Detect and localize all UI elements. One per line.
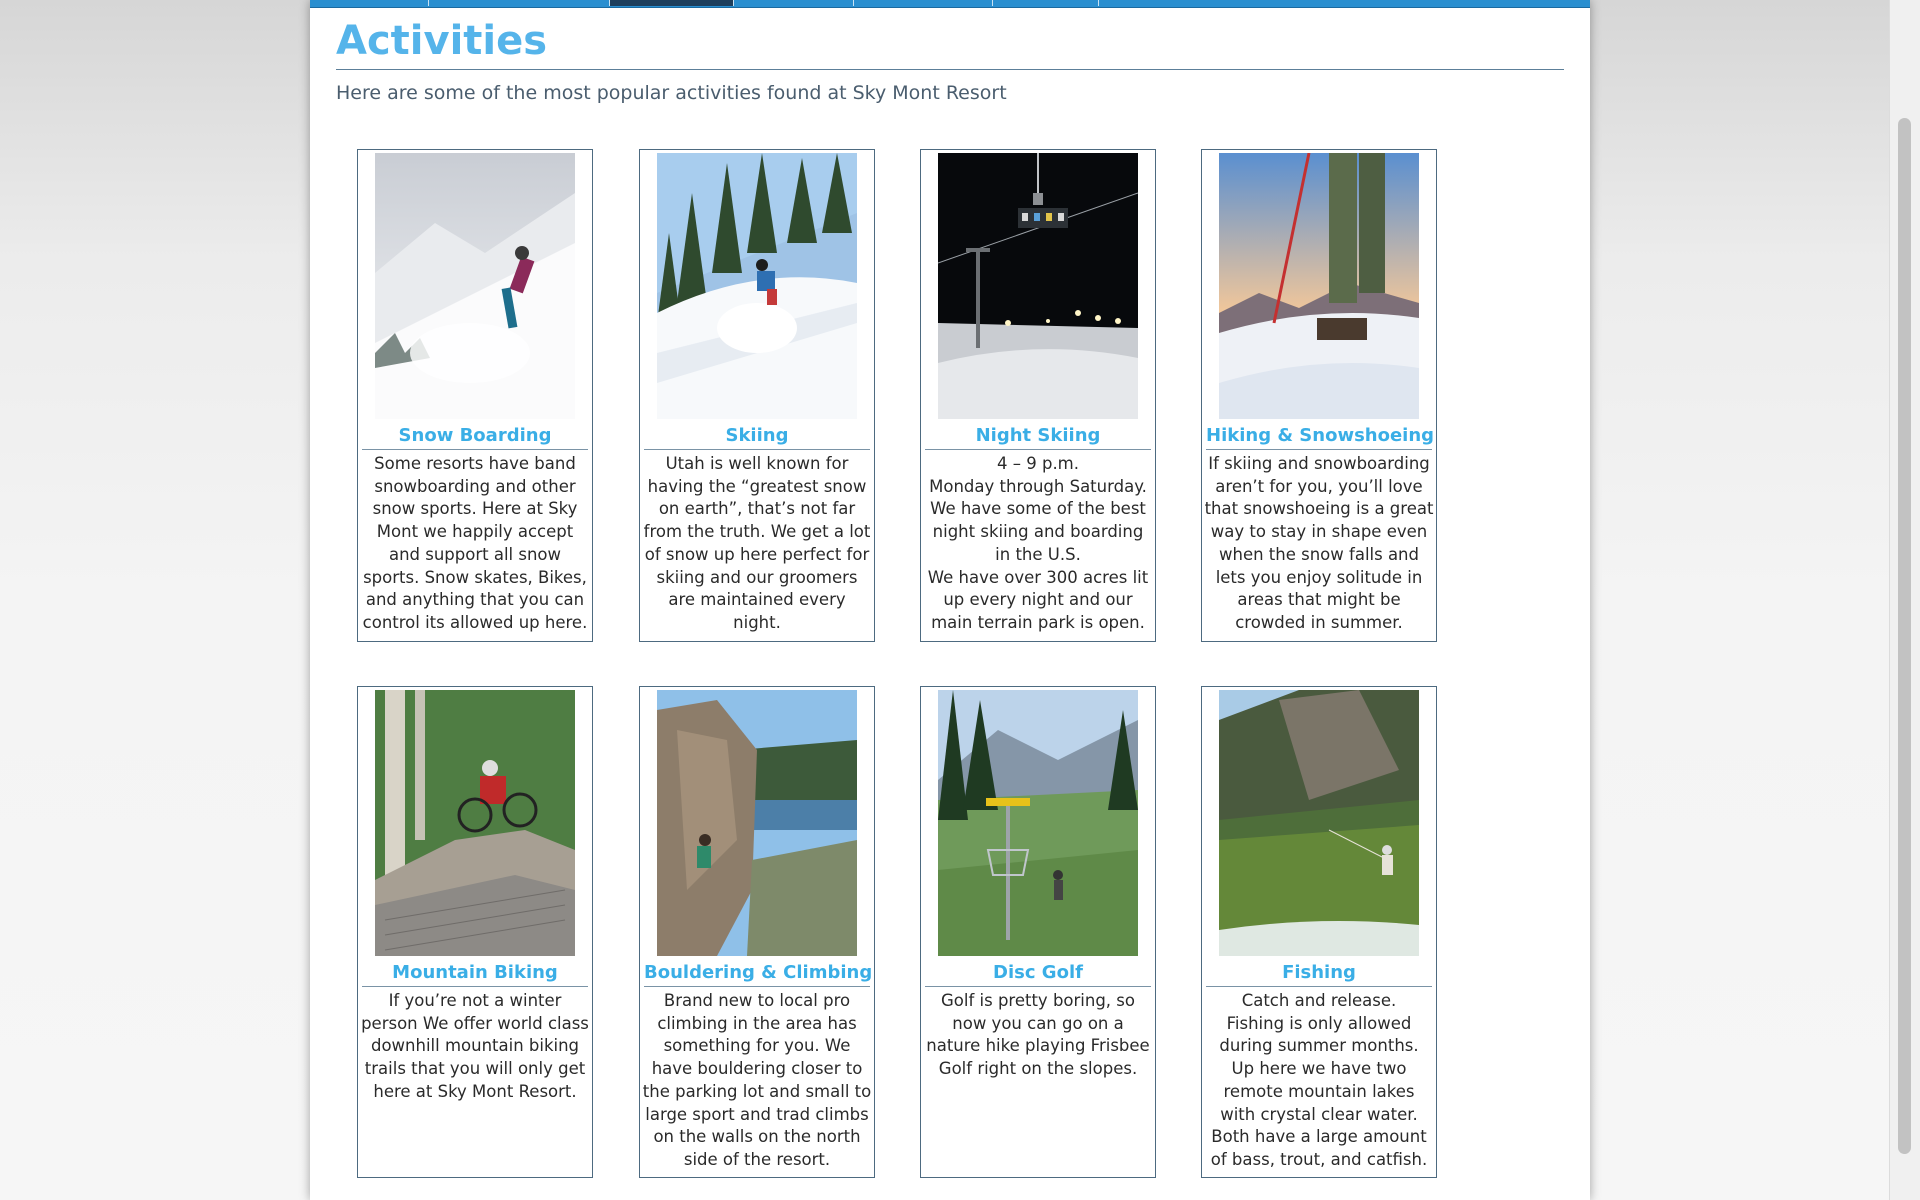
activity-card-skiing: [639, 149, 875, 642]
mountain-bike-photo: [375, 690, 575, 956]
activity-card-disc-golf: [920, 686, 1156, 1178]
activity-card-snow-boarding: [357, 149, 593, 642]
snowshoe-photo: [1219, 153, 1419, 419]
activity-title[interactable]: Hiking & Snowshoeing: [1206, 423, 1432, 450]
activity-description: 4 – 9 p.m. Monday through Saturday. We have some of the best night skiing and boarding in the U.S. We have over 300 acres lit up every night and our main terrain park is open.: [927, 454, 1149, 632]
activity-card-mountain-biking: [357, 686, 593, 1178]
activity-card-fishing: [1201, 686, 1437, 1178]
nav-tab-2[interactable]: [429, 0, 610, 6]
fishing-photo: [1219, 690, 1419, 956]
activity-title[interactable]: Skiing: [644, 423, 870, 450]
activity-description: Utah is well known for having the “greatest snow on earth”, that’s not far from the truth. We get a lot of snow up here perfect for skiing and our groomers are maintained every night.: [643, 454, 871, 632]
activity-description: Golf is pretty boring, so now you can go on a nature hike playing Frisbee Golf right on the slopes.: [926, 991, 1150, 1079]
page-intro: Here are some of the most popular activities found at Sky Mont Resort: [336, 82, 1007, 104]
nav-tab-6[interactable]: [993, 0, 1099, 6]
nav-tab-4[interactable]: [734, 0, 854, 6]
activity-title[interactable]: Mountain Biking: [362, 960, 588, 987]
night-chairlift-photo: [938, 153, 1138, 419]
nav-tab-active[interactable]: [610, 0, 734, 6]
top-nav-bar: [310, 0, 1590, 8]
activity-card-bouldering-climbing: [639, 686, 875, 1178]
bouldering-photo: [657, 690, 857, 956]
activity-title[interactable]: Night Skiing: [925, 423, 1151, 450]
skier-photo: [657, 153, 857, 419]
content-page: [310, 0, 1590, 1200]
activity-description: If you’re not a winter person We offer world class downhill mountain biking trails that you will only get here at Sky Mont Resort.: [361, 991, 589, 1101]
activity-title[interactable]: Disc Golf: [925, 960, 1151, 987]
activity-title[interactable]: Fishing: [1206, 960, 1432, 987]
vertical-scrollbar[interactable]: [1889, 0, 1920, 1200]
activity-title[interactable]: Snow Boarding: [362, 423, 588, 450]
page-title: Activities: [336, 18, 548, 64]
disc-golf-photo: [938, 690, 1138, 956]
activity-title[interactable]: Bouldering & Climbing: [644, 960, 870, 987]
nav-tab-5[interactable]: [854, 0, 993, 6]
activity-description: Some resorts have band snowboarding and other snow sports. Here at Sky Mont we happily accept and support all snow sports. Snow skates, Bikes, and anything that you can control its allowed up here.: [362, 454, 588, 632]
title-divider: [336, 69, 1564, 70]
snowboarder-photo: [375, 153, 575, 419]
activity-description: If skiing and snowboarding aren’t for you, you’ll love that snowshoeing is a great way to stay in shape even when the snow falls and lets you enjoy solitude in areas that might be crowded in summer.: [1204, 454, 1434, 632]
activity-description: Brand new to local pro climbing in the area has something for you. We have bouldering closer to the parking lot and small to large sport and trad climbs on the walls on the north side of the resort.: [642, 991, 872, 1169]
activity-card-hiking-snowshoeing: [1201, 149, 1437, 642]
nav-tab-1[interactable]: [310, 0, 429, 6]
scrollbar-thumb[interactable]: [1898, 118, 1911, 1154]
activity-description: Catch and release. Fishing is only allowed during summer months. Up here we have two remote mountain lakes with crystal clear water. Both have a large amount of bass, trout, and catfish.: [1210, 991, 1428, 1169]
activity-card-night-skiing: [920, 149, 1156, 642]
